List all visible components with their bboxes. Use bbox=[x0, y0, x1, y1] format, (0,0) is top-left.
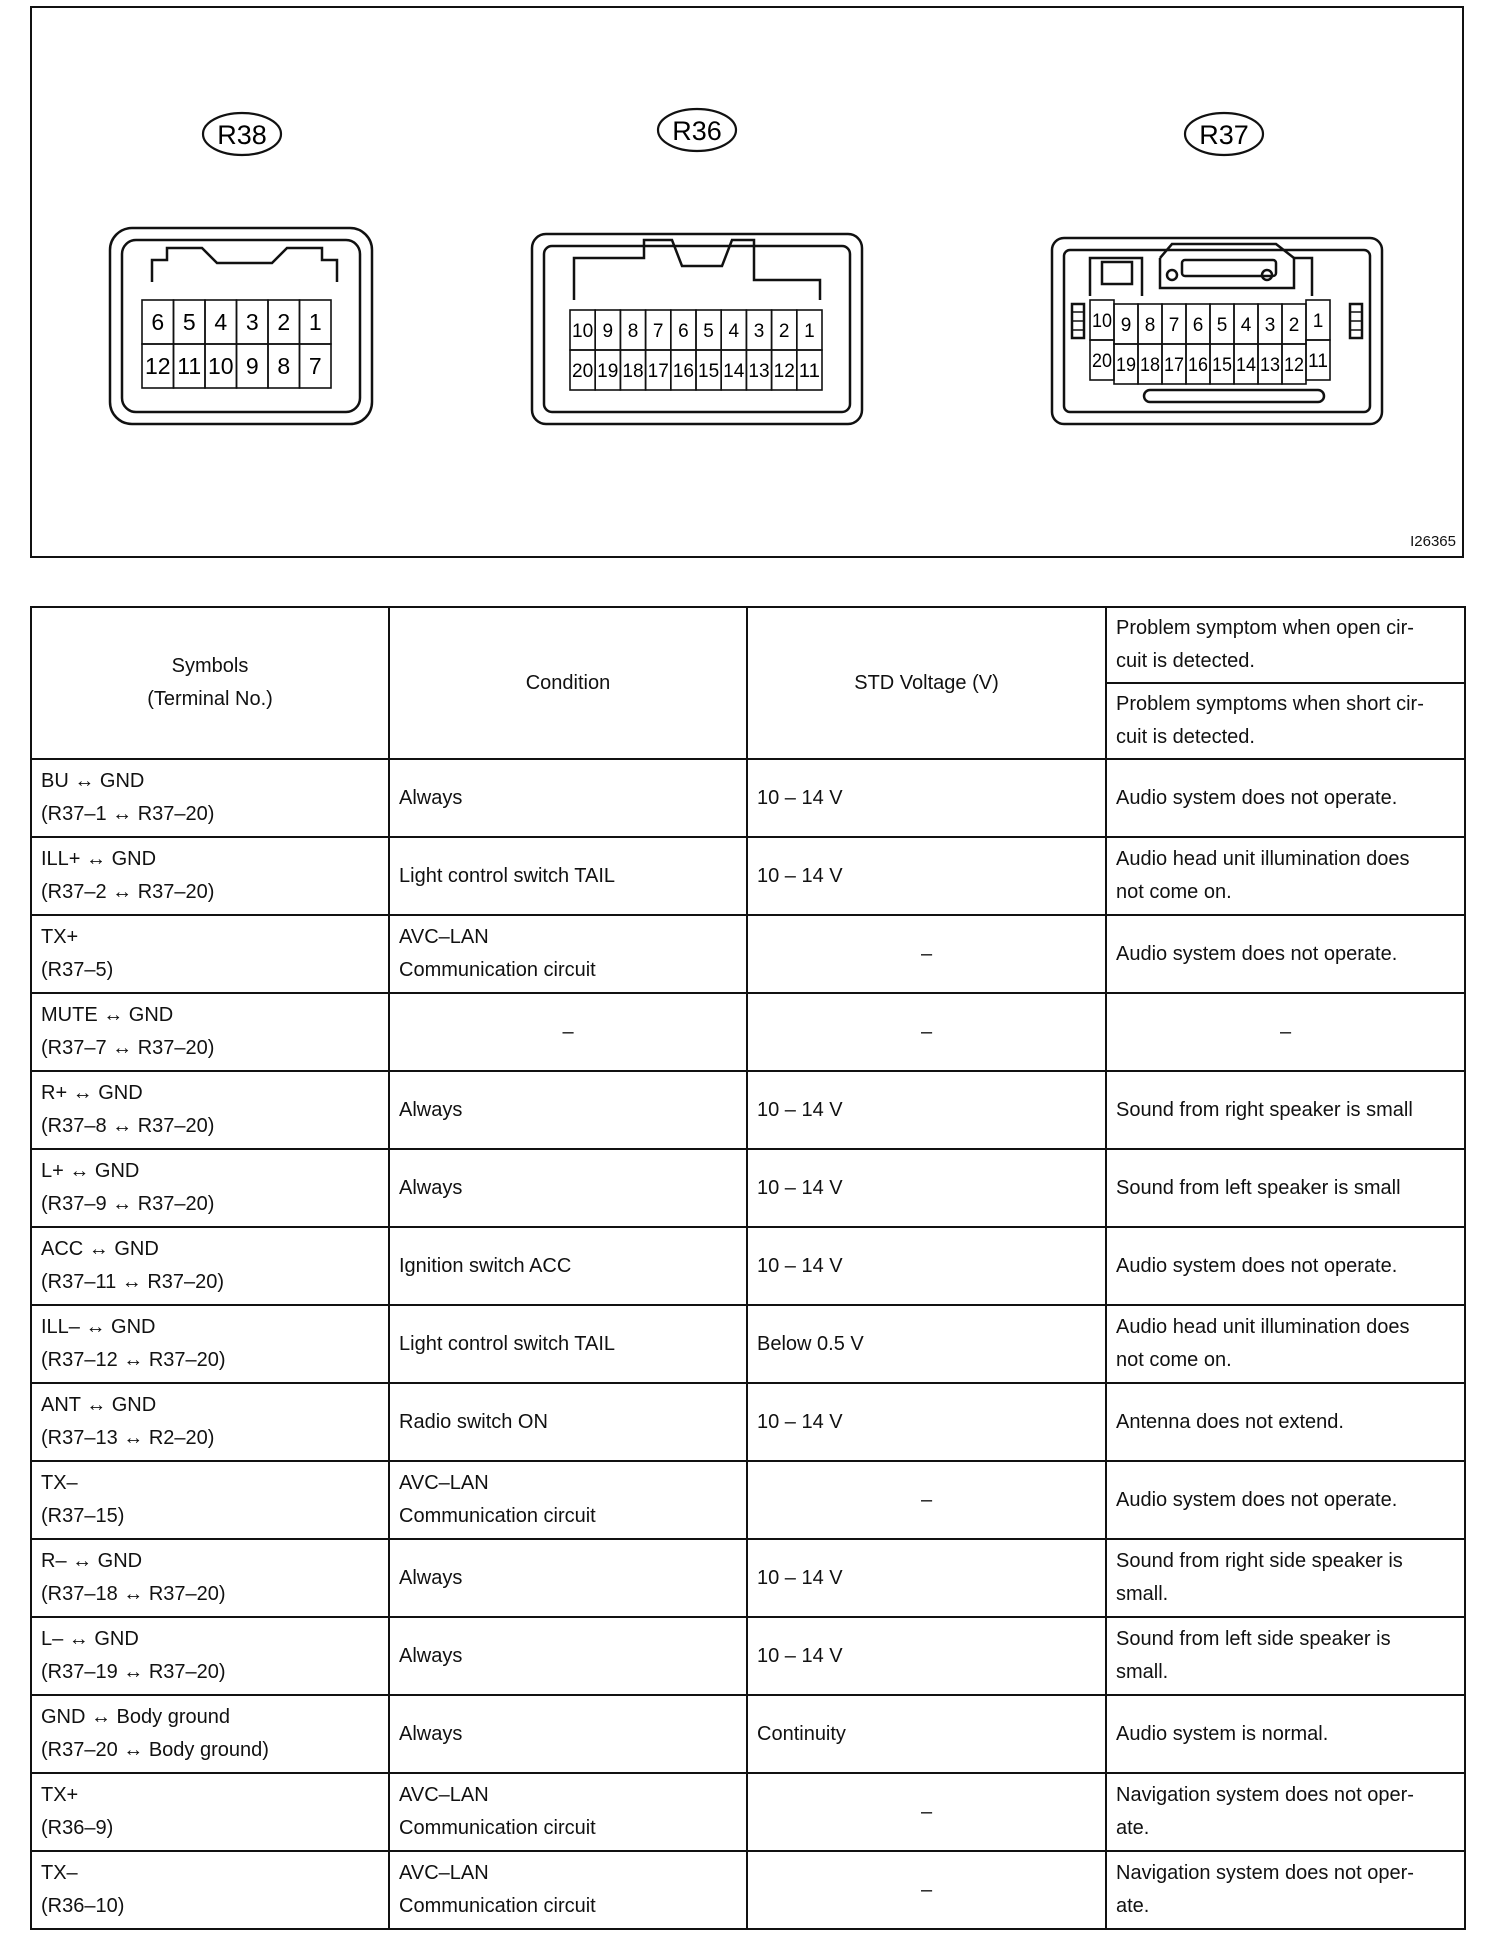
terminal-text: (R37–13 ↔ R2–20) bbox=[41, 1427, 215, 1449]
symbol-cell bbox=[31, 1539, 389, 1617]
condition-text: Light control switch TAIL bbox=[399, 864, 616, 887]
header-symbols-line1: Symbols bbox=[171, 655, 249, 677]
condition-text: Always bbox=[399, 1098, 463, 1121]
symbol-cell bbox=[31, 1617, 389, 1695]
problem-text: Navigation system does not oper- bbox=[1116, 1862, 1414, 1884]
pin-number: 9 bbox=[245, 353, 259, 379]
pin-number: 7 bbox=[1168, 315, 1180, 336]
voltage-text: – bbox=[920, 1878, 933, 1901]
problem-text: Navigation system does not oper- bbox=[1116, 1784, 1414, 1806]
voltage-cell bbox=[747, 1851, 1106, 1929]
voltage-cell bbox=[747, 759, 1106, 837]
voltage-text: – bbox=[920, 942, 933, 965]
symbol-cell bbox=[31, 1149, 389, 1227]
voltage-text: Below 0.5 V bbox=[757, 1332, 864, 1355]
header-short-line2: cuit is detected. bbox=[1116, 726, 1255, 748]
terminal-text: (R37–12 ↔ R37–20) bbox=[41, 1349, 226, 1371]
voltage-cell bbox=[747, 1617, 1106, 1695]
header-symbols bbox=[31, 607, 389, 759]
terminal-text: (R37–1 ↔ R37–20) bbox=[41, 803, 215, 825]
problem-cell bbox=[1106, 1071, 1465, 1149]
voltage-cell bbox=[747, 1773, 1106, 1851]
header-short-circuit bbox=[1106, 683, 1465, 759]
symbol-cell bbox=[31, 1227, 389, 1305]
r37-bottom-slot bbox=[1144, 390, 1324, 402]
terminal-text: (R37–2 ↔ R37–20) bbox=[41, 881, 215, 903]
condition-text: AVC–LAN bbox=[399, 1472, 489, 1494]
condition-text: Always bbox=[399, 1566, 463, 1589]
problem-text: small. bbox=[1116, 1661, 1169, 1683]
pin-number: 2 bbox=[277, 309, 291, 335]
pin-number: 19 bbox=[597, 361, 619, 382]
r37-lock-hole-left bbox=[1167, 270, 1177, 280]
symbol-text: ACC ↔ GND bbox=[41, 1238, 159, 1260]
voltage-text: 10 – 14 V bbox=[757, 1098, 843, 1121]
pin-number: 3 bbox=[753, 321, 765, 342]
symbol-cell bbox=[31, 1773, 389, 1851]
problem-text: Audio system does not operate. bbox=[1116, 1488, 1398, 1511]
voltage-cell bbox=[747, 837, 1106, 915]
pin-number: 4 bbox=[728, 321, 740, 342]
pin-number: 11 bbox=[798, 361, 821, 382]
condition-cell bbox=[389, 993, 747, 1071]
problem-text: Audio system does not operate. bbox=[1116, 786, 1398, 809]
pin-number: 2 bbox=[1288, 315, 1300, 336]
pin-number: 15 bbox=[1212, 355, 1232, 376]
pin-number: 19 bbox=[1116, 355, 1136, 376]
symbol-text: L– ↔ GND bbox=[41, 1628, 139, 1650]
problem-cell bbox=[1106, 1305, 1465, 1383]
pin-number: 18 bbox=[622, 361, 644, 382]
r36-latch bbox=[574, 240, 820, 300]
pin-number: 16 bbox=[1188, 355, 1208, 376]
table-row bbox=[31, 1617, 1465, 1695]
header-open-line2: cuit is detected. bbox=[1116, 650, 1255, 672]
pin-number: 12 bbox=[773, 361, 795, 382]
terminal-text: (R36–9) bbox=[41, 1817, 114, 1839]
table-row bbox=[31, 759, 1465, 837]
pin-number: 5 bbox=[703, 321, 714, 342]
condition-cell bbox=[389, 759, 747, 837]
problem-cell bbox=[1106, 1539, 1465, 1617]
symbol-text: MUTE ↔ GND bbox=[41, 1004, 174, 1026]
problem-text: not come on. bbox=[1116, 1349, 1232, 1371]
symbol-cell bbox=[31, 1851, 389, 1929]
terminal-text: (R37–20 ↔ Body ground) bbox=[41, 1739, 269, 1761]
condition-text: – bbox=[562, 1020, 574, 1043]
figure-id: I26365 bbox=[1410, 533, 1456, 550]
header-open-circuit bbox=[1106, 607, 1465, 683]
pin-number: 1 bbox=[1312, 311, 1324, 332]
condition-cell bbox=[389, 915, 747, 993]
table-row bbox=[31, 1383, 1465, 1461]
pin-number: 10 bbox=[207, 353, 234, 379]
problem-cell bbox=[1106, 1227, 1465, 1305]
pin-number: 9 bbox=[602, 321, 614, 342]
voltage-cell bbox=[747, 993, 1106, 1071]
problem-text: Sound from left speaker is small bbox=[1116, 1176, 1401, 1199]
pin-number: 16 bbox=[672, 361, 695, 382]
terminal-text: (R36–10) bbox=[41, 1895, 125, 1917]
condition-text: Light control switch TAIL bbox=[399, 1332, 616, 1355]
r38-housing bbox=[110, 228, 372, 424]
problem-cell bbox=[1106, 759, 1465, 837]
condition-text: AVC–LAN bbox=[399, 1784, 489, 1806]
problem-cell bbox=[1106, 1461, 1465, 1539]
pin-number: 7 bbox=[308, 353, 322, 379]
table-row bbox=[31, 1071, 1465, 1149]
problem-text: – bbox=[1279, 1020, 1292, 1043]
terminal-text: (R37–8 ↔ R37–20) bbox=[41, 1115, 215, 1137]
condition-text: Always bbox=[399, 786, 463, 809]
symbol-cell bbox=[31, 1305, 389, 1383]
problem-text: not come on. bbox=[1116, 881, 1232, 903]
terminal-text: (R37–19 ↔ R37–20) bbox=[41, 1661, 226, 1683]
voltage-cell bbox=[747, 1539, 1106, 1617]
problem-text: Sound from left side speaker is bbox=[1116, 1628, 1391, 1650]
r37-right-key bbox=[1294, 258, 1312, 296]
symbol-cell bbox=[31, 1383, 389, 1461]
pin-number: 6 bbox=[151, 309, 165, 335]
voltage-cell bbox=[747, 1695, 1106, 1773]
r37-left-key bbox=[1090, 258, 1142, 296]
pin-number: 10 bbox=[572, 321, 594, 342]
voltage-text: 10 – 14 V bbox=[757, 1566, 843, 1589]
table-row bbox=[31, 1695, 1465, 1773]
symbol-text: ILL– ↔ GND bbox=[41, 1316, 156, 1338]
voltage-cell bbox=[747, 1461, 1106, 1539]
voltage-cell bbox=[747, 1383, 1106, 1461]
pin-grid-layer bbox=[142, 300, 1330, 390]
voltage-text: – bbox=[920, 1020, 933, 1043]
condition-cell bbox=[389, 1539, 747, 1617]
voltage-text: 10 – 14 V bbox=[757, 1644, 843, 1667]
problem-cell bbox=[1106, 1773, 1465, 1851]
header-short-line1: Problem symptoms when short cir- bbox=[1116, 693, 1424, 715]
pin-number: 14 bbox=[1236, 355, 1257, 376]
problem-cell bbox=[1106, 837, 1465, 915]
voltage-text: 10 – 14 V bbox=[757, 1254, 843, 1277]
symbol-text: TX– bbox=[41, 1472, 78, 1494]
symbol-text: L+ ↔ GND bbox=[41, 1160, 140, 1182]
condition-cell bbox=[389, 1071, 747, 1149]
table-row bbox=[31, 1227, 1465, 1305]
condition-text: Radio switch ON bbox=[399, 1410, 548, 1433]
pin-number: 1 bbox=[308, 309, 322, 335]
voltage-cell bbox=[747, 1227, 1106, 1305]
table-row bbox=[31, 915, 1465, 993]
table-header-row-1 bbox=[31, 607, 1465, 683]
pin-number: 20 bbox=[572, 361, 594, 382]
condition-text: Always bbox=[399, 1176, 463, 1199]
condition-cell bbox=[389, 1227, 747, 1305]
voltage-cell bbox=[747, 1305, 1106, 1383]
symbol-text: BU ↔ GND bbox=[41, 770, 145, 792]
terminal-text: (R37–18 ↔ R37–20) bbox=[41, 1583, 226, 1605]
pin-number: 1 bbox=[804, 321, 815, 342]
symbol-text: ANT ↔ GND bbox=[41, 1394, 157, 1416]
header-symbols-line2: (Terminal No.) bbox=[147, 688, 273, 710]
problem-cell bbox=[1106, 1695, 1465, 1773]
terminal-text: (R37–11 ↔ R37–20) bbox=[41, 1271, 225, 1293]
problem-cell bbox=[1106, 1851, 1465, 1929]
header-voltage: STD Voltage (V) bbox=[747, 607, 1106, 759]
pin-number: 4 bbox=[214, 309, 228, 335]
r37-lock-frame bbox=[1160, 258, 1294, 288]
symbol-cell bbox=[31, 1461, 389, 1539]
symbol-cell bbox=[31, 1071, 389, 1149]
condition-cell bbox=[389, 1305, 747, 1383]
pin-number: 12 bbox=[144, 353, 171, 379]
voltage-text: – bbox=[920, 1488, 933, 1511]
condition-cell bbox=[389, 1773, 747, 1851]
problem-text: small. bbox=[1116, 1583, 1169, 1605]
voltage-text: 10 – 14 V bbox=[757, 786, 843, 809]
pin-number: 2 bbox=[778, 321, 790, 342]
pin-number: 13 bbox=[748, 361, 770, 382]
condition-text: Always bbox=[399, 1722, 463, 1745]
problem-text: Audio system does not operate. bbox=[1116, 942, 1398, 965]
r37-left-key-window bbox=[1102, 262, 1132, 284]
pin-number: 7 bbox=[652, 321, 664, 342]
pin-number: 17 bbox=[647, 361, 669, 382]
condition-cell bbox=[389, 837, 747, 915]
table-row bbox=[31, 1305, 1465, 1383]
symbol-cell bbox=[31, 915, 389, 993]
pin-number: 20 bbox=[1092, 351, 1112, 372]
voltage-text: 10 – 14 V bbox=[757, 1176, 843, 1199]
voltage-cell bbox=[747, 915, 1106, 993]
symbol-text: TX– bbox=[41, 1862, 78, 1884]
pin-number: 14 bbox=[723, 361, 745, 382]
pin-number: 18 bbox=[1140, 355, 1160, 376]
terminal-text: (R37–9 ↔ R37–20) bbox=[41, 1193, 215, 1215]
pin-number: 3 bbox=[1264, 315, 1276, 336]
condition-text: Always bbox=[399, 1644, 463, 1667]
pin-number: 11 bbox=[1308, 351, 1328, 372]
connector-labels bbox=[203, 109, 1263, 155]
table-row bbox=[31, 1149, 1465, 1227]
condition-text: AVC–LAN bbox=[399, 1862, 489, 1884]
symbol-text: GND ↔ Body ground bbox=[41, 1706, 230, 1728]
condition-text: Communication circuit bbox=[399, 1817, 596, 1839]
condition-text: Ignition switch ACC bbox=[399, 1254, 572, 1277]
symbol-text: TX+ bbox=[41, 926, 79, 948]
problem-text: Audio system is normal. bbox=[1116, 1722, 1329, 1745]
symbol-text: ILL+ ↔ GND bbox=[41, 848, 157, 870]
pin-number: 13 bbox=[1260, 355, 1280, 376]
problem-text: Sound from right speaker is small bbox=[1116, 1098, 1413, 1121]
table-row bbox=[31, 837, 1465, 915]
problem-cell bbox=[1106, 1617, 1465, 1695]
pin-number: 8 bbox=[277, 353, 291, 379]
condition-cell bbox=[389, 1617, 747, 1695]
r37-label: R37 bbox=[1199, 120, 1249, 150]
table-row bbox=[31, 1773, 1465, 1851]
condition-text: AVC–LAN bbox=[399, 926, 489, 948]
pin-number: 4 bbox=[1240, 315, 1252, 336]
problem-cell bbox=[1106, 1383, 1465, 1461]
problem-cell bbox=[1106, 993, 1465, 1071]
terminal-text: (R37–5) bbox=[41, 959, 114, 981]
problem-text: ate. bbox=[1116, 1895, 1150, 1917]
problem-text: Antenna does not extend. bbox=[1116, 1410, 1344, 1433]
r38-label: R38 bbox=[217, 120, 267, 150]
voltage-text: Continuity bbox=[757, 1722, 846, 1745]
condition-text: Communication circuit bbox=[399, 1505, 596, 1527]
voltage-text: 10 – 14 V bbox=[757, 1410, 843, 1433]
header-condition: Condition bbox=[389, 607, 747, 759]
pin-number: 3 bbox=[245, 309, 259, 335]
symbol-cell bbox=[31, 993, 389, 1071]
problem-cell bbox=[1106, 1149, 1465, 1227]
symbol-text: R– ↔ GND bbox=[41, 1550, 143, 1572]
pin-number: 8 bbox=[627, 321, 639, 342]
problem-text: Audio head unit illumination does bbox=[1116, 848, 1410, 870]
connector-diagram bbox=[30, 6, 1464, 558]
condition-text: Communication circuit bbox=[399, 959, 596, 981]
pin-number: 9 bbox=[1120, 315, 1132, 336]
r38-latch bbox=[152, 248, 337, 282]
problem-text: Audio system does not operate. bbox=[1116, 1254, 1398, 1277]
pin-number: 15 bbox=[698, 361, 720, 382]
problem-text: Sound from right side speaker is bbox=[1116, 1550, 1403, 1572]
r36-label: R36 bbox=[672, 116, 722, 146]
terminal-text: (R37–15) bbox=[41, 1505, 125, 1527]
connector-drawing bbox=[32, 8, 1466, 560]
header-open-line1: Problem symptom when open cir- bbox=[1116, 617, 1414, 639]
condition-cell bbox=[389, 1461, 747, 1539]
symbol-cell bbox=[31, 837, 389, 915]
pin-number: 5 bbox=[182, 309, 196, 335]
pin-number: 11 bbox=[177, 353, 202, 379]
voltage-text: – bbox=[920, 1800, 933, 1823]
table-row bbox=[31, 1851, 1465, 1929]
pin-number: 8 bbox=[1144, 315, 1156, 336]
pin-number: 6 bbox=[1192, 315, 1204, 336]
terminal-spec-table bbox=[30, 606, 1466, 1930]
pin-number: 5 bbox=[1216, 315, 1228, 336]
symbol-text: R+ ↔ GND bbox=[41, 1082, 143, 1104]
condition-cell bbox=[389, 1851, 747, 1929]
table-row bbox=[31, 993, 1465, 1071]
pin-number: 17 bbox=[1164, 355, 1184, 376]
condition-cell bbox=[389, 1383, 747, 1461]
pin-number: 6 bbox=[678, 321, 689, 342]
voltage-cell bbox=[747, 1149, 1106, 1227]
symbol-text: TX+ bbox=[41, 1784, 79, 1806]
problem-text: Audio head unit illumination does bbox=[1116, 1316, 1410, 1338]
table-row bbox=[31, 1461, 1465, 1539]
symbol-cell bbox=[31, 1695, 389, 1773]
condition-text: Communication circuit bbox=[399, 1895, 596, 1917]
symbol-cell bbox=[31, 759, 389, 837]
problem-cell bbox=[1106, 915, 1465, 993]
table-row bbox=[31, 1539, 1465, 1617]
pin-number: 12 bbox=[1284, 355, 1304, 376]
voltage-text: 10 – 14 V bbox=[757, 864, 843, 887]
problem-text: ate. bbox=[1116, 1817, 1150, 1839]
condition-cell bbox=[389, 1149, 747, 1227]
voltage-cell bbox=[747, 1071, 1106, 1149]
terminal-text: (R37–7 ↔ R37–20) bbox=[41, 1037, 215, 1059]
pin-number: 10 bbox=[1092, 311, 1112, 332]
condition-cell bbox=[389, 1695, 747, 1773]
